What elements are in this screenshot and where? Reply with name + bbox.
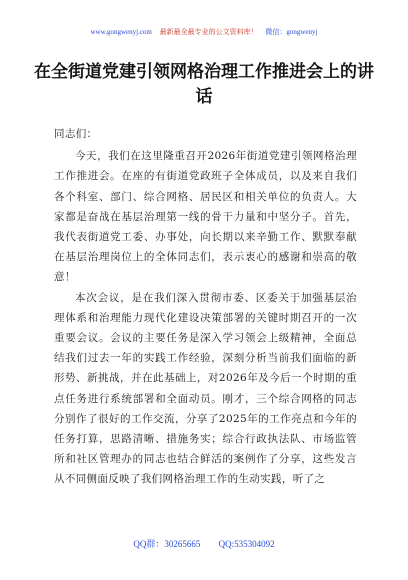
footer-qq-group: QQ群：30265665 xyxy=(133,539,201,549)
footer-qq: QQ:535304092 xyxy=(218,539,275,549)
page-footer xyxy=(0,537,408,550)
header-website[interactable]: www.gongwenyj.com xyxy=(90,28,152,36)
document-body xyxy=(54,124,357,490)
document-title: 在全街道党建引领网格治理工作推进会上的讲话 xyxy=(34,62,374,107)
paragraph-1: 今天，我们在这里隆重召开2026年街道党建引领网格治理工作推进会。在座的有街道党政班子全体成员，以及来自我们各个科室、部门、综合网格、居民区和相关单位的负责人。大家都是奋战在基层治理第一线的骨干力量和中坚分子。首先，我代表街道党工委、办事处，向长期以来辛勤工作、默默奉献在基层治理岗位上的全体同志们，表示衷心的感谢和崇高的敬意！ xyxy=(54,150,357,284)
paragraph-2: 本次会议，是在我们深入贯彻市委、区委关于加强基层治理体系和治理能力现代化建设决策部署的关键时期召开的一次重要会议。会议的主要任务是深入学习领会上级精神，全面总结我们过去一年的实践工作经验，深刻分析当前我们面临的新形势、新挑战，并在此基础上，对2026年及今后一个时期的重点任务进行系统部署和全面动员。刚才，三个综合网格的同志分别作了很好的工作交流，分享了2025年的工作亮点和今年的任务打算，思路清晰、措施务实；综合行政执法队、市场监管所和社区管理办的同志也结合鲜活的案例作了分享，这些发言从不同侧面反映了我们网格治理工作的生动实践，听了之 xyxy=(54,291,357,486)
salutation: 同志们： xyxy=(54,128,98,140)
page-header xyxy=(0,27,408,37)
header-wechat: 微信：gongwenyj xyxy=(265,28,318,36)
header-slogan: 最新最全最专业的公文资料库！ xyxy=(159,28,258,36)
